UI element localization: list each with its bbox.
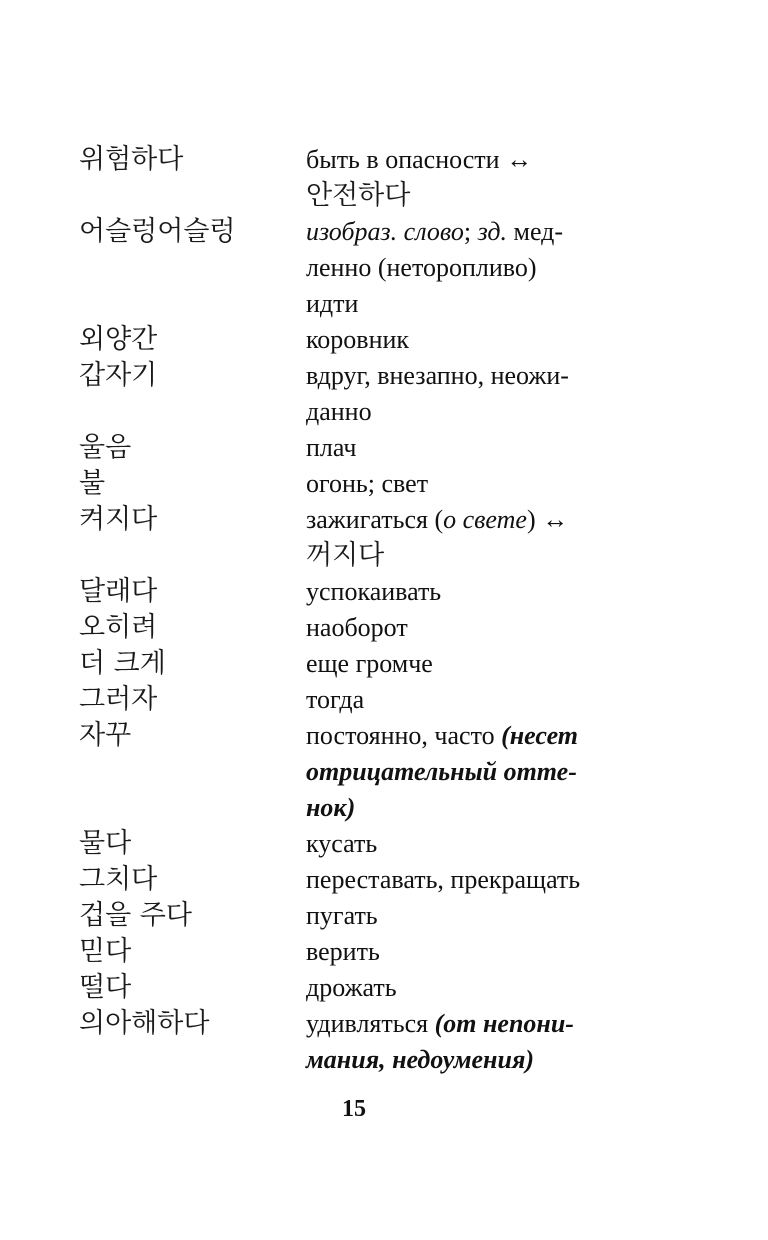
translation-text: ) ↔ (526, 505, 569, 534)
translation-text: огонь; свет (306, 469, 429, 498)
russian-translation (306, 862, 706, 898)
translation-line (306, 754, 706, 790)
russian-translation (306, 898, 706, 934)
vocabulary-entry (0, 322, 768, 358)
translation-line (306, 502, 706, 538)
translation-line (306, 1006, 706, 1042)
korean-word: 떨다 (79, 972, 132, 1003)
korean-word: 그러자 (79, 684, 158, 715)
korean-word: 물다 (79, 828, 132, 859)
vocabulary-entry (0, 970, 768, 1006)
russian-translation (306, 466, 706, 502)
vocabulary-entry (0, 682, 768, 718)
translation-text: дрожать (306, 973, 397, 1002)
translation-line (306, 826, 706, 862)
russian-translation (306, 430, 706, 466)
vocabulary-entry (0, 142, 768, 214)
translation-text: мед- (507, 217, 564, 246)
korean-word: 그치다 (79, 864, 158, 895)
translation-text: наоборот (306, 613, 408, 642)
translation-text: еще громче (306, 649, 433, 678)
vocabulary-entry (0, 862, 768, 898)
russian-translation (306, 610, 706, 646)
korean-word: 달래다 (79, 576, 158, 607)
translation-line (306, 574, 706, 610)
vocabulary-entry (0, 718, 768, 826)
translation-line (306, 466, 706, 502)
translation-text: верить (306, 937, 380, 966)
vocabulary-entry (0, 1006, 768, 1078)
translation-text: коровник (306, 325, 410, 354)
vocabulary-entry (0, 646, 768, 682)
translation-line (306, 682, 706, 718)
vocabulary-entry (0, 430, 768, 466)
translation-line (306, 610, 706, 646)
translation-line (306, 862, 706, 898)
translation-line (306, 142, 706, 178)
korean-word: 위험하다 (79, 144, 184, 175)
translation-line (306, 178, 706, 214)
russian-translation (306, 358, 706, 430)
russian-translation (306, 718, 706, 826)
translation-line (306, 790, 706, 826)
russian-translation (306, 682, 706, 718)
russian-translation (306, 970, 706, 1006)
russian-translation (306, 214, 706, 322)
vocabulary-entry (0, 466, 768, 502)
translation-text: ленно (неторопливо) (306, 253, 537, 282)
russian-translation (306, 322, 706, 358)
korean-word: 외양간 (79, 324, 158, 355)
korean-word: 어슬렁어슬렁 (79, 216, 236, 247)
korean-word: 오히려 (79, 612, 158, 643)
vocabulary-entry (0, 574, 768, 610)
vocabulary-entry (0, 502, 768, 574)
translation-text: идти (306, 289, 359, 318)
antonym-word: 안전하다 (306, 180, 411, 211)
translation-text: переставать, прекращать (306, 865, 581, 894)
translation-text: о свете (443, 505, 527, 534)
korean-word: 울음 (79, 432, 132, 463)
russian-translation (306, 142, 706, 214)
antonym-word: 꺼지다 (306, 540, 385, 571)
translation-text: изобраз. слово (306, 217, 464, 246)
translation-text: тогда (306, 685, 365, 714)
translation-line (306, 934, 706, 970)
translation-text: (несет (501, 721, 579, 750)
translation-line (306, 286, 706, 322)
translation-line (306, 430, 706, 466)
translation-line (306, 358, 706, 394)
translation-text: успокаивать (306, 577, 442, 606)
translation-text: нок) (306, 793, 356, 822)
translation-line (306, 394, 706, 430)
translation-line (306, 898, 706, 934)
translation-text: зажигаться ( (306, 505, 444, 534)
russian-translation (306, 502, 706, 574)
translation-text: данно (306, 397, 372, 426)
russian-translation (306, 646, 706, 682)
translation-line (306, 1042, 706, 1078)
russian-translation (306, 574, 706, 610)
vocabulary-entry (0, 610, 768, 646)
korean-word: 켜지다 (79, 504, 158, 535)
korean-word: 의아해하다 (79, 1008, 210, 1039)
translation-text: постоянно, часто (306, 721, 502, 750)
translation-text: вдруг, внезапно, неожи- (306, 361, 569, 390)
vocabulary-entry (0, 214, 768, 322)
translation-line (306, 214, 706, 250)
translation-line (306, 538, 706, 574)
korean-word: 갑자기 (79, 360, 158, 391)
translation-line (306, 718, 706, 754)
translation-text: кусать (306, 829, 378, 858)
translation-text: пугать (306, 901, 378, 930)
vocabulary-entry (0, 934, 768, 970)
translation-text: мания, недоумения) (306, 1045, 534, 1074)
korean-word: 더 크게 (79, 648, 166, 679)
translation-line (306, 646, 706, 682)
translation-text: быть в опасности ↔ (306, 145, 533, 174)
russian-translation (306, 934, 706, 970)
vocabulary-entry (0, 898, 768, 934)
vocabulary-entry (0, 826, 768, 862)
translation-text: ; (463, 217, 478, 246)
korean-word: 믿다 (79, 936, 132, 967)
translation-line (306, 970, 706, 1006)
page-number: 15 (342, 1096, 366, 1122)
russian-translation (306, 1006, 706, 1078)
translation-text: отрицательный отте- (306, 757, 577, 786)
translation-text: плач (306, 433, 357, 462)
translation-text: (от непони- (434, 1009, 574, 1038)
vocabulary-entry (0, 358, 768, 430)
russian-translation (306, 826, 706, 862)
translation-text: зд. (477, 217, 508, 246)
translation-text: удивляться (306, 1009, 435, 1038)
korean-word: 불 (79, 468, 106, 499)
translation-line (306, 250, 706, 286)
korean-word: 겁을 주다 (79, 900, 192, 931)
korean-word: 자꾸 (79, 720, 132, 751)
translation-line (306, 322, 706, 358)
